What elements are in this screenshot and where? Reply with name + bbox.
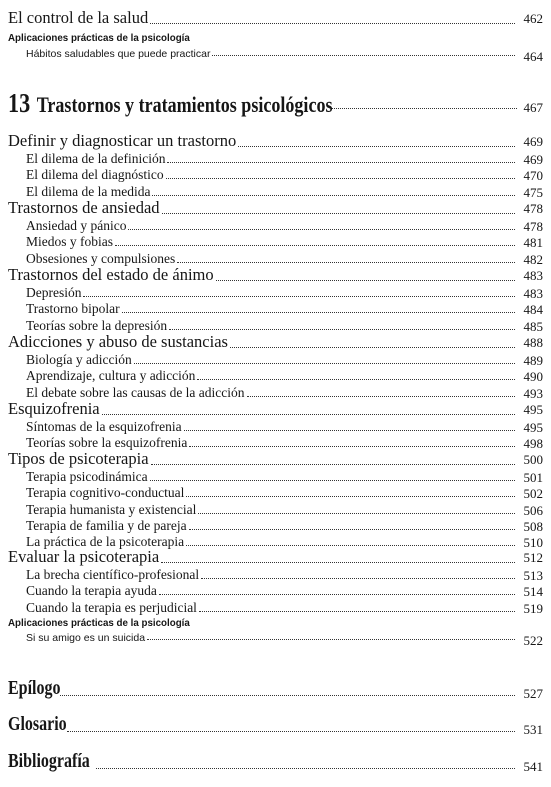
toc-entry-label: Adicciones y abuso de sustancias bbox=[8, 332, 228, 351]
app-heading-label: Aplicaciones prácticas de la psicología bbox=[8, 617, 190, 629]
toc-subsection-entry bbox=[8, 502, 517, 518]
leader-dots bbox=[189, 446, 515, 447]
toc-page-number: 464 bbox=[523, 49, 543, 64]
toc-page-number: 522 bbox=[523, 633, 543, 648]
toc-subsection-entry bbox=[8, 301, 517, 317]
toc-page-number: 462 bbox=[523, 11, 543, 26]
back-matter-entry bbox=[8, 750, 517, 773]
toc-entry-label: El debate sobre las causas de la adicción bbox=[26, 384, 245, 400]
toc-entry-label: El dilema de la medida bbox=[26, 183, 151, 199]
toc-subsection-entry bbox=[8, 151, 517, 167]
toc-page-number: 469 bbox=[523, 152, 543, 167]
toc-page-number: 500 bbox=[523, 452, 543, 467]
toc-entry-label: Teorías sobre la depresión bbox=[26, 317, 168, 333]
toc-page-number: 512 bbox=[523, 550, 543, 565]
toc-entry-label: Miedos y fobias bbox=[26, 234, 113, 250]
toc-app-entry bbox=[8, 48, 517, 60]
toc-page-number: 510 bbox=[523, 535, 543, 551]
toc-section-entry bbox=[8, 8, 517, 28]
toc-entry-label: Trastornos del estado de ánimo bbox=[8, 265, 214, 284]
toc-page-number: 514 bbox=[523, 584, 543, 600]
toc-entry-label: Trastornos de ansiedad bbox=[8, 198, 160, 217]
toc-page-number: 483 bbox=[523, 268, 543, 283]
toc-section-entry bbox=[8, 198, 517, 218]
leader-dots bbox=[201, 578, 515, 579]
leader-dots bbox=[102, 414, 515, 415]
toc-entry-label: Tipos de psicoterapia bbox=[8, 449, 149, 468]
toc-entry-label: Terapia de familia y de pareja bbox=[26, 517, 187, 533]
leader-dots bbox=[67, 731, 515, 732]
toc-page-number: 513 bbox=[523, 568, 543, 583]
leader-dots bbox=[115, 245, 515, 246]
toc-subsection-entry bbox=[8, 583, 517, 599]
back-matter-entry bbox=[8, 713, 517, 736]
back-matter-page-number: 541 bbox=[523, 759, 543, 774]
toc-subsection-entry bbox=[8, 518, 517, 534]
toc-entry-label: Cuando la terapia es perjudicial bbox=[26, 599, 197, 615]
toc-subsection-entry bbox=[8, 485, 517, 501]
toc-subsection-entry bbox=[8, 567, 517, 583]
toc-entry-label: Teorías sobre la esquizofrenia bbox=[26, 435, 188, 451]
leader-dots bbox=[96, 768, 515, 769]
toc-entry-label: La brecha científico-profesional bbox=[26, 567, 200, 582]
leader-dots bbox=[152, 195, 515, 196]
toc-page-number: 482 bbox=[523, 251, 543, 267]
toc-section-entry bbox=[8, 131, 517, 151]
leader-dots bbox=[197, 379, 515, 380]
toc-entry-label: Aprendizaje, cultura y adicción bbox=[26, 368, 196, 384]
toc-entry-label: La práctica de la psicoterapia bbox=[26, 534, 185, 550]
toc-entry-label: Síntomas de la esquizofrenia bbox=[26, 419, 182, 434]
toc-page-number: 484 bbox=[523, 302, 543, 318]
toc-subsection-entry bbox=[8, 469, 517, 485]
leader-dots bbox=[247, 396, 515, 397]
toc-page-number: 488 bbox=[523, 335, 543, 350]
leader-dots bbox=[198, 513, 515, 514]
toc-section-entry bbox=[8, 399, 517, 419]
toc-subsection-entry bbox=[8, 352, 517, 368]
toc-entry-label: El dilema del diagnóstico bbox=[26, 167, 164, 183]
toc-page-number: 506 bbox=[523, 502, 543, 518]
leader-dots bbox=[186, 496, 515, 497]
toc-subsection-entry bbox=[8, 368, 517, 384]
toc-page-number: 502 bbox=[523, 486, 543, 502]
leader-dots bbox=[189, 529, 515, 530]
toc-page-number: 501 bbox=[523, 470, 543, 485]
leader-dots bbox=[60, 695, 515, 696]
toc-section-entry bbox=[8, 449, 517, 469]
app-heading bbox=[8, 617, 481, 629]
toc-section-entry bbox=[8, 332, 517, 352]
leader-dots bbox=[159, 594, 515, 595]
back-matter-label: Bibliografía bbox=[8, 750, 90, 772]
toc-subsection-entry bbox=[8, 285, 517, 301]
back-matter-label: Epílogo bbox=[8, 677, 61, 699]
leader-dots bbox=[199, 611, 515, 612]
toc-subsection-entry bbox=[8, 218, 517, 234]
leader-dots bbox=[177, 262, 515, 263]
toc-entry-label: Evaluar la psicoterapia bbox=[8, 547, 160, 566]
toc-entry-label: Terapia psicodinámica bbox=[26, 469, 148, 484]
toc-entry-label: Terapia cognitivo-conductual bbox=[26, 485, 185, 501]
leader-dots bbox=[169, 329, 515, 330]
leader-dots bbox=[122, 312, 515, 313]
toc-page-number: 485 bbox=[523, 318, 543, 334]
back-matter-entry bbox=[8, 677, 517, 700]
app-heading bbox=[8, 32, 481, 44]
toc-page-number: 470 bbox=[523, 168, 543, 184]
toc-page-number: 498 bbox=[523, 436, 543, 452]
chapter-number: 13 bbox=[8, 88, 31, 118]
toc-page-number: 495 bbox=[523, 402, 543, 417]
toc-page-number: 469 bbox=[523, 134, 543, 149]
toc-page-number: 478 bbox=[523, 219, 543, 234]
toc-page-number: 495 bbox=[523, 420, 543, 435]
toc-entry-label: Definir y diagnosticar un trastorno bbox=[8, 131, 237, 150]
leader-dots bbox=[166, 178, 515, 179]
leader-dots bbox=[150, 480, 515, 481]
toc-page-number: 508 bbox=[523, 518, 543, 534]
leader-dots bbox=[147, 639, 515, 640]
toc-entry-label: El dilema de la definición bbox=[26, 151, 166, 166]
toc-page-number: 481 bbox=[523, 235, 543, 251]
chapter-heading bbox=[8, 88, 551, 119]
leader-dots bbox=[212, 55, 515, 56]
toc-subsection-entry bbox=[8, 234, 517, 250]
leader-dots bbox=[134, 363, 515, 364]
toc-entry-label: Depresión bbox=[26, 285, 82, 300]
leader-dots bbox=[184, 430, 515, 431]
back-matter-page-number: 531 bbox=[523, 722, 543, 737]
leader-dots bbox=[167, 162, 515, 163]
toc-entry-label: Ansiedad y pánico bbox=[26, 218, 127, 233]
leader-dots bbox=[216, 280, 515, 281]
back-matter-label: Glosario bbox=[8, 713, 67, 735]
leader-dots bbox=[161, 562, 515, 563]
toc-page-number: 489 bbox=[523, 353, 543, 368]
leader-dots bbox=[83, 296, 515, 297]
toc-section-entry bbox=[8, 547, 517, 567]
toc-entry-label: Cuando la terapia ayuda bbox=[26, 583, 157, 599]
toc-entry-label: Hábitos saludables que puede practicar bbox=[26, 48, 211, 60]
leader-dots bbox=[150, 23, 515, 24]
toc-page-number: 490 bbox=[523, 369, 543, 385]
chapter-title: Trastornos y tratamientos psicológicos bbox=[36, 92, 333, 117]
toc-page-number: 483 bbox=[523, 286, 543, 301]
app-heading-label: Aplicaciones prácticas de la psicología bbox=[8, 32, 190, 44]
toc-page-number: 475 bbox=[523, 184, 543, 200]
leader-dots bbox=[330, 108, 517, 109]
toc-page-number: 493 bbox=[523, 385, 543, 401]
toc-section-entry bbox=[8, 265, 517, 285]
back-matter-page-number: 527 bbox=[523, 686, 543, 701]
toc-entry-label: Terapia humanista y existencial bbox=[26, 501, 197, 517]
leader-dots bbox=[128, 229, 515, 230]
chapter-page-number: 467 bbox=[523, 100, 543, 115]
toc-page-number: 478 bbox=[523, 201, 543, 216]
toc-page-number: 519 bbox=[523, 600, 543, 616]
leader-dots bbox=[238, 146, 515, 147]
leader-dots bbox=[230, 347, 515, 348]
toc-entry-label: Trastorno bipolar bbox=[26, 301, 120, 317]
toc-entry-label: Si su amigo es un suicida bbox=[26, 632, 146, 644]
toc-entry-label: El control de la salud bbox=[8, 8, 149, 27]
toc-subsection-entry bbox=[8, 419, 517, 435]
toc-entry-label: Obsesiones y compulsiones bbox=[26, 250, 176, 266]
toc-entry-label: Esquizofrenia bbox=[8, 399, 100, 418]
toc-subsection-entry bbox=[8, 167, 517, 183]
leader-dots bbox=[151, 464, 515, 465]
toc-subsection-entry bbox=[8, 600, 517, 616]
toc-app-entry bbox=[8, 632, 517, 644]
leader-dots bbox=[162, 213, 515, 214]
toc-entry-label: Biología y adicción bbox=[26, 352, 132, 367]
